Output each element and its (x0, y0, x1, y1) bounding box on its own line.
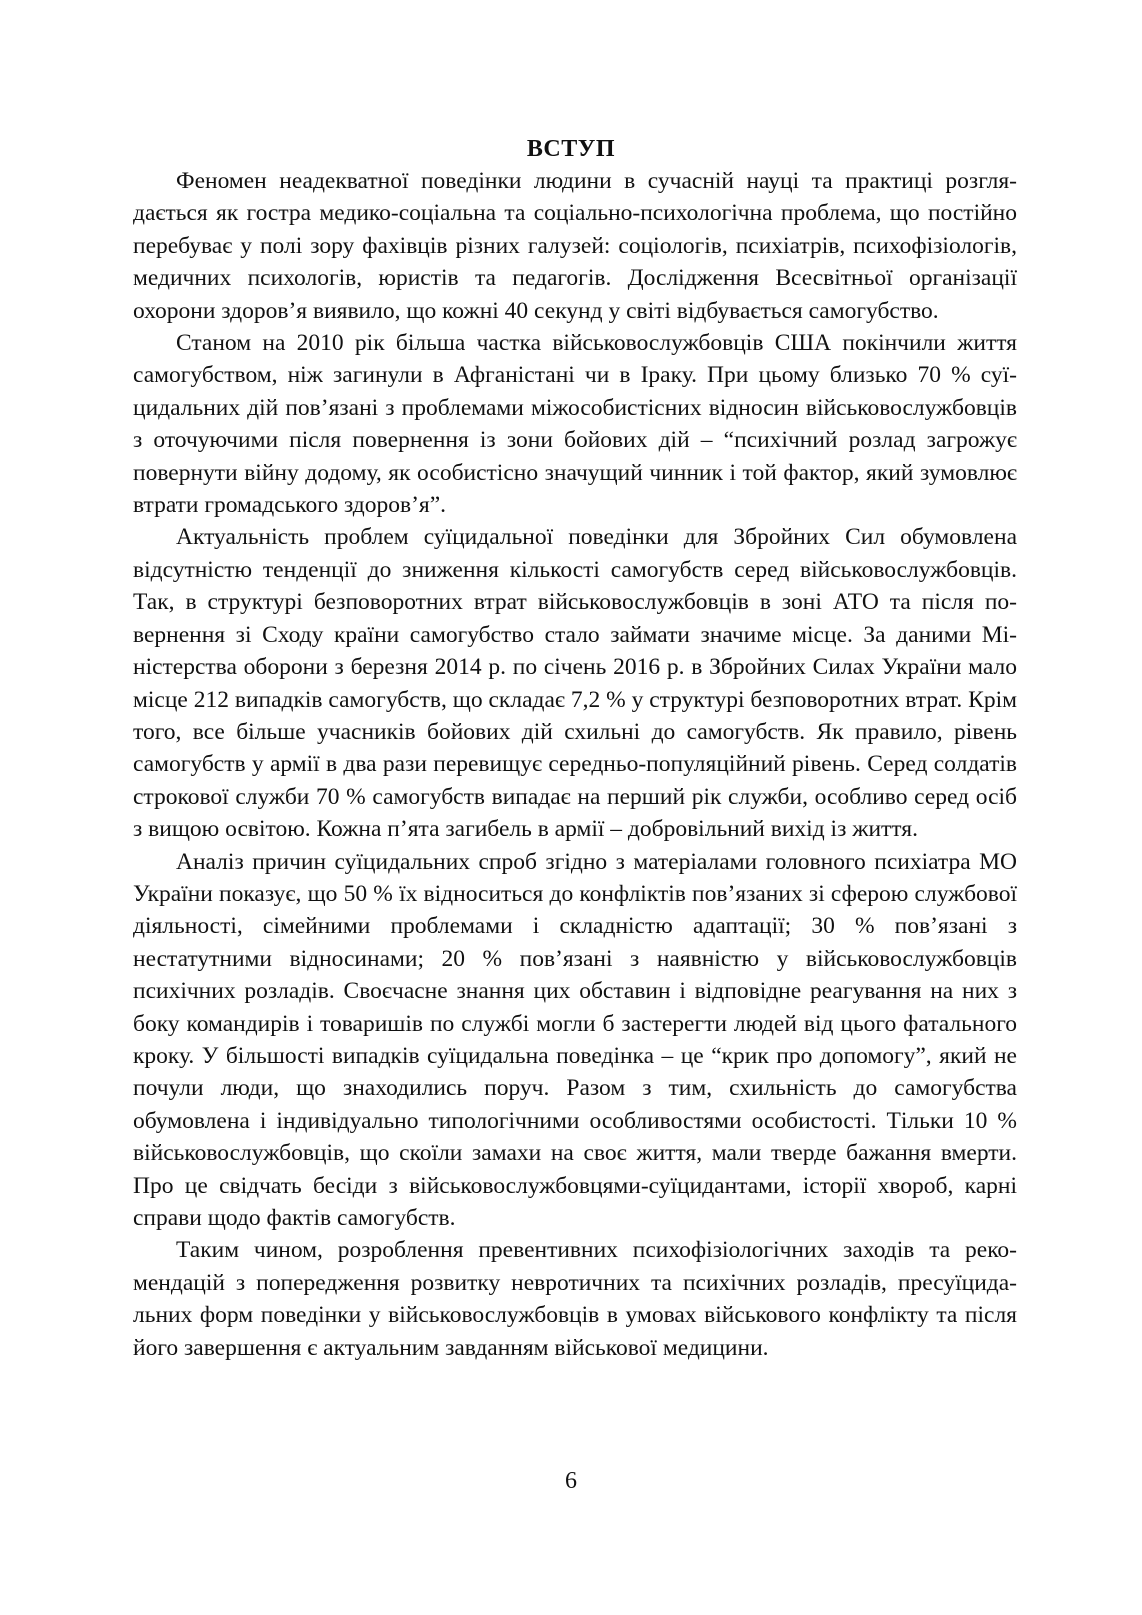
paragraph: Аналіз причин суїцидальних спроб згідно з матеріалами головного психіатра МО України показує, що 50 % їх відноситься до конфліктів пов’язаних зі сферою службової діяльності, сімейними проблемами і складністю адаптації; 30 % пов’язані з нестатутними відносинами; 20 % пов’язані з наявністю у військовослужбовців психічних розладів. Своєчасне знання цих обставин і відповідне реагування на них з боку командирів і товаришів по службі могли б застерегти людей від цього фатального кроку. У більшості випадків суїцидальна поведінка – це “крик про допомогу”, який не почули люди, що знаходились поруч. Разом з тим, схильність до самогубства обумовлена і індивідуально типологічними особливостями особистості. Тільки 10 % військовослужбовців, що скоїли замахи на своє життя, мали тверде бажання вмерти. Про це свідчать бесіди з військовослужбовцями-суїцидантами, історії хвороб, карні справи щодо фактів самогубств. (133, 848, 1017, 1231)
paragraph: Актуальність проблем суїцидальної поведінки для Збройних Сил обумовлена відсутністю тенденції до зниження кількості самогубств серед військовослужбовців. Так, в структурі безповоротних втрат військовослужбовців в зоні АТО та після повернення зі Сходу країни самогубство стало займати значиме місце. За даними Міністерства оборони з березня 2014 р. по січень 2016 р. в Збройних Силах України мало місце 212 випадків самогубств, що складає 7,2 % у структурі безповоротних втрат. Крім того, все більше учасників бойових дій схильні до самогубств. Як правило, рівень самогубств у армії в два рази перевищує середньо-популяційний рівень. Серед солдатів строкової служби 70 % самогубств випадає на перший рік служби, особливо серед осіб з вищою освітою. Кожна п’ята загибель в армії – добровільний вихід із життя. (133, 524, 1017, 843)
page-title: ВСТУП (526, 136, 616, 162)
body-text (133, 165, 1017, 1364)
page-number: 6 (565, 1468, 577, 1494)
paragraph: Феномен неадекватної поведінки людини в сучасній науці та практиці розглядається як гостра медико-соціальна та соціально-психологічна проблема, що постійно перебуває у полі зору фахівців різних галузей: соціологів, психіатрів, психофізіологів, медичних психологів, юристів та педагогів. Дослідження Всесвітньої організації охорони здоров’я виявило, що кожні 40 секунд у світі відбувається самогубство. (133, 168, 1017, 324)
paragraph: Таким чином, розроблення превентивних психофізіологічних заходів та рекомендацій з попередження розвитку невротичних та психічних розладів, пресуїцидальних форм поведінки у військовослужбовців в умовах військового конфлікту та після його завершення є актуальним завданням військової медицини. (133, 1237, 1017, 1361)
paragraph: Станом на 2010 рік більша частка військовослужбовців США покінчили життя самогубством, ніж загинули в Афганістані чи в Іраку. При цьому близько 70 % суїцидальних дій пов’язані з проблемами міжособистісних відносин військовослужбовців з оточуючими після повернення із зони бойових дій – “психічний розлад загрожує повернути війну додому, як особистісно значущий чинник і той фактор, який зумовлює втрати громадського здоров’я”. (133, 330, 1017, 519)
